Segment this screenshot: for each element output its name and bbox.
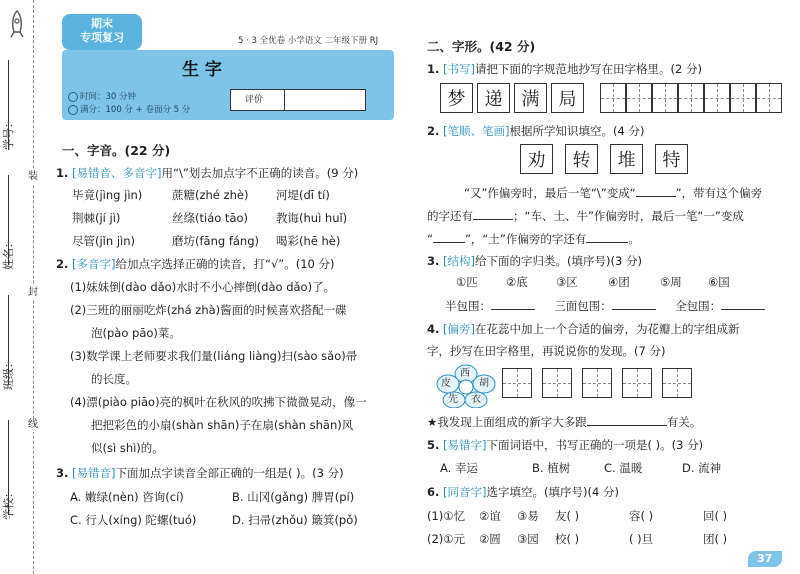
check-icon	[68, 105, 78, 115]
q3-option-a[interactable]: A. 嫩绿(nèn) 咨询(cí)	[70, 490, 184, 504]
q5-option-d[interactable]: D. 流神	[682, 461, 722, 475]
copy-char-2: 递	[477, 83, 510, 113]
blank-half[interactable]	[491, 298, 535, 310]
student-id-field[interactable]	[8, 60, 9, 150]
q2-line-4: (3)数学课上老师要求我们量(liáng liàng)扫(sào sǎo)帚	[70, 349, 358, 363]
q2-fill-line-2: 的字还有 ；“车、土、牛”作偏旁时，最后一笔“一”变成	[427, 209, 744, 223]
blank-three[interactable]	[612, 298, 656, 310]
q2-line-6: (4)漂(piào piāo)亮的枫叶在秋风的吹拂下微微晃动，像一	[70, 395, 367, 409]
stroke-char-3: 堆	[610, 144, 643, 174]
page-number: 37	[757, 552, 773, 565]
series-label: 5 · 3 全优卷 小学语文 二年级下册 RJ	[238, 36, 379, 46]
writing-grid-6[interactable]	[730, 83, 756, 113]
header-bar	[62, 50, 394, 120]
q3-option-c[interactable]: C. 行人(xíng) 陀螺(tuó)	[70, 513, 197, 527]
class-field[interactable]	[8, 295, 9, 385]
q4-finding: ★我发现上面组成的新字大多跟 有关。	[427, 415, 702, 429]
evaluation-input[interactable]	[290, 91, 340, 109]
stroke-char-2: 转	[565, 144, 598, 174]
petal-5: 先	[448, 394, 458, 405]
q2-line-3: 泡(pào pāo)菜。	[91, 326, 181, 340]
student-id-label: 学号：	[2, 117, 15, 150]
page-title: 生 字	[182, 60, 222, 80]
flower-grid-1[interactable]	[502, 368, 532, 398]
time-label: 时间：30 分钟	[80, 92, 137, 102]
question-5-right: 5. [易错字]下面词语中，书写正确的一项是( )。(3 分)	[427, 438, 704, 452]
q2-line-5: 的长度。	[91, 372, 137, 386]
flower-grid-5[interactable]	[662, 368, 692, 398]
page-number-badge	[748, 551, 782, 567]
question-3-right: 3. [结构]给下面的字归类。(填序号)(3 分)	[427, 254, 642, 268]
class-label: 班级：	[2, 357, 15, 390]
stroke-char-1: 劝	[520, 144, 553, 174]
petal-2: 西	[460, 368, 470, 379]
question-2-right: 2. [笔顺、笔画]根据所学知识填空。(4 分)	[427, 124, 645, 138]
question-4-right: 4. [偏旁]在花蕊中加上一个合适的偏旁，为花瓣上的字组成新	[427, 322, 740, 336]
evaluation-box: 评价	[230, 89, 366, 111]
finding-blank[interactable]	[587, 414, 667, 426]
name-label: 姓名：	[2, 237, 15, 270]
q5-option-a[interactable]: A. 幸运	[440, 461, 478, 475]
binding-line-top: 装	[28, 171, 38, 182]
binding-margin	[0, 0, 62, 574]
question-2-left: 2. [多音字]给加点字选择正确的读音，打“√”。(10 分)	[56, 257, 335, 271]
writing-grid-4[interactable]	[678, 83, 704, 113]
blank-3[interactable]	[433, 231, 465, 243]
q5-option-b[interactable]: B. 植树	[532, 461, 571, 475]
binding-line-mid: 封	[28, 287, 38, 298]
flower-grid-2[interactable]	[542, 368, 572, 398]
q5-option-c[interactable]: C. 温暖	[604, 461, 643, 475]
petal-1: 皮	[441, 378, 451, 389]
score-label: 满分：100 分 + 卷面分 5 分	[80, 105, 191, 115]
copy-char-3: 满	[514, 83, 547, 113]
structure-categories: 半包围： 三面包围： 全包围：	[445, 298, 765, 313]
binding-line-bot: 线	[28, 419, 38, 430]
blank-4[interactable]	[586, 231, 628, 243]
header-badge: 期末 专项复习	[62, 14, 142, 50]
rocket-icon	[6, 10, 28, 40]
copy-char-1: 梦	[440, 83, 473, 113]
q3-option-d[interactable]: D. 扫帚(zhǒu) 簸箕(pǒ)	[232, 513, 358, 527]
q3-option-b[interactable]: B. 山冈(gǎng) 脾胃(pí)	[232, 490, 355, 504]
petal-4: 衣	[471, 394, 481, 405]
name-field[interactable]	[8, 175, 9, 265]
section-heading-pronunciation: 一、字音。(22 分)	[62, 143, 171, 158]
question-6-right: 6. [同音字]选字填空。(填序号)(4 分)	[427, 485, 619, 499]
writing-grid-1[interactable]	[600, 83, 626, 113]
q2-line-2: (2)三班的丽丽吃炸(zhá zhà)酱面的时候喜欢搭配一碟	[70, 303, 347, 317]
stroke-char-4: 特	[655, 144, 688, 174]
q4-text-line-2: 字，抄写在田字格里，再说说你的发现。(7 分)	[427, 344, 666, 358]
writing-grid-3[interactable]	[652, 83, 678, 113]
question-1-left: 1. [易错音、多音字]用“\”划去加点字不正确的读音。(9 分)	[56, 166, 359, 180]
petal-3: 胡	[479, 378, 489, 389]
writing-grid-7[interactable]	[756, 83, 782, 113]
blank-2[interactable]	[473, 208, 513, 220]
writing-grid-5[interactable]	[704, 83, 730, 113]
question-3-left: 3. [易错音]下面加点字读音全部正确的一组是( )。(3 分)	[56, 466, 344, 480]
writing-grid-2[interactable]	[626, 83, 652, 113]
copy-char-4: 局	[551, 83, 584, 113]
q2-line-7: 把把彩色的小扇(shàn shān)子在扇(shàn shān)风	[91, 418, 354, 432]
school-label: 学校：	[2, 487, 15, 520]
flower-grid-4[interactable]	[622, 368, 652, 398]
q2-fill-line-3: “ ”，“土”作偏旁的字还有 。	[427, 232, 640, 246]
q2-line-8: 似(sì shì)的。	[91, 441, 164, 455]
blank-1[interactable]	[636, 185, 676, 197]
clock-icon	[68, 92, 78, 102]
question-1-right: 1. [书写]请把下面的字规范地抄写在田字格里。(2 分)	[427, 62, 702, 76]
school-field[interactable]	[8, 420, 9, 515]
q2-line-1: (1)妹妹倒(dào dǎo)水时不小心摔倒(dào dǎo)了。	[70, 280, 336, 294]
flower-diagram	[436, 364, 496, 408]
blank-full[interactable]	[721, 298, 765, 310]
section-heading-shape: 二、字形。(42 分)	[427, 39, 536, 54]
q2-fill-line-1: “又”作偏旁时，最后一笔“\”变成“ ”，带有这个偏旁	[464, 186, 763, 200]
flower-grid-3[interactable]	[582, 368, 612, 398]
